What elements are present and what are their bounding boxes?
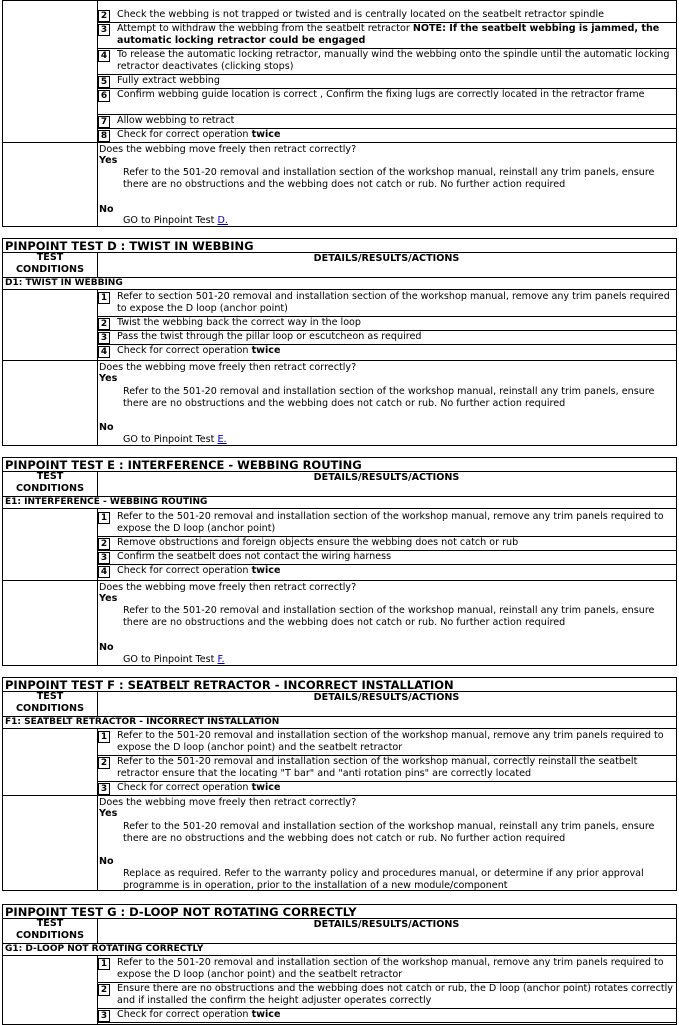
step-text: Check for correct operation twice [117, 782, 281, 793]
step-row [97, 115, 676, 129]
step-number: 1 [98, 958, 110, 970]
step-row [97, 9, 676, 23]
test-c-steps [2, 0, 677, 143]
test-c-result [2, 142, 677, 227]
step-text: Remove obstructions and foreign objects ensure the webbing does not catch or rub [117, 537, 519, 548]
test-f-header [2, 691, 677, 717]
yes-action: Refer to the 501-20 removal and installation section of the workshop manual, reinstall any trim panels, ensure there are no obstructions and the webbing does not catch or rub. No further action required [123, 167, 655, 190]
test-conditions-header: TEST CONDITIONS [3, 691, 98, 716]
step-text: Refer to the 501-20 removal and installation section of the workshop manual, remove any trim panels required to expose the D loop (anchor point) [117, 511, 664, 534]
pinpoint-d-link[interactable]: D. [217, 215, 228, 226]
no-action: Replace as required. Refer to the warranty policy and procedures manual, or determine if any prior approval programme is in operation, prior to the installation of a new module/component [123, 868, 644, 891]
step-row [97, 345, 676, 358]
test-e-subtitle: E1: INTERFERENCE - WEBBING ROUTING [2, 497, 677, 509]
step-text: Refer to the 501-20 removal and installation section of the workshop manual, remove any trim panels required to expose the D loop (anchor point) and the seatbelt retractor [117, 957, 664, 980]
no-action: GO to Pinpoint Test D. [123, 215, 228, 226]
step-text: Fully extract webbing [117, 75, 220, 86]
yes-action: Refer to the 501-20 removal and installation section of the workshop manual, reinstall any trim panels, ensure there are no obstructions and the webbing does not catch or rub. No further action required [123, 605, 655, 628]
step-number: 3 [98, 783, 110, 795]
step-row [97, 1009, 676, 1023]
step-number: 4 [98, 566, 110, 578]
test-conditions-cell [3, 508, 98, 580]
no-action: GO to Pinpoint Test E. [123, 434, 227, 445]
pinpoint-e-link[interactable]: E. [217, 434, 227, 445]
test-d-header [2, 252, 677, 278]
step-number: 2 [98, 10, 110, 22]
test-conditions-cell [3, 1, 98, 142]
step-number: 1 [98, 512, 110, 524]
yes-action: Refer to the 501-20 removal and installation section of the workshop manual, reinstall any trim panels, ensure there are no obstructions and the webbing does not catch or rub. No further action required [123, 386, 655, 409]
step-number: 2 [98, 984, 110, 996]
details-header: DETAILS/RESULTS/ACTIONS [313, 692, 460, 703]
test-conditions-header: TEST CONDITIONS [3, 252, 98, 277]
no-label: No [99, 422, 114, 433]
step-text: Ensure there are no obstructions and the webbing does not catch or rub, the D loop (anchor point) rotates correctly and if installed the confirm the height adjuster operates correctly [117, 983, 673, 1006]
step-row [97, 89, 676, 115]
step-number: 8 [98, 130, 110, 142]
step-row [97, 75, 676, 89]
step-row [97, 331, 676, 345]
step-text: Refer to section 501-20 removal and installation section of the workshop manual, remove any trim panels required to expose the D loop (anchor point) [117, 291, 670, 314]
yes-label: Yes [99, 155, 118, 166]
step-text: Attempt to withdraw the webbing from the seatbelt retractor NOTE: If the seatbelt webbing is jammed, the automatic locking retractor could be engaged [117, 23, 660, 46]
step-text: Twist the webbing back the correct way in the loop [117, 317, 362, 328]
step-row [97, 23, 676, 49]
test-f-subtitle: F1: SEATBELT RETRACTOR - INCORRECT INSTALLATION [2, 717, 677, 729]
test-e-steps [2, 508, 677, 581]
test-f-steps [2, 728, 677, 796]
step-number: 1 [98, 292, 110, 304]
test-e-header [2, 471, 677, 497]
test-conditions-cell [3, 581, 98, 665]
step-text: Check for correct operation twice [117, 1009, 281, 1020]
test-d-title: PINPOINT TEST D : TWIST IN WEBBING [2, 238, 677, 253]
test-conditions-cell [3, 289, 98, 360]
step-number: 3 [98, 1010, 110, 1022]
no-action: GO to Pinpoint Test F. [123, 654, 225, 665]
step-text: Confirm webbing guide location is correct , Confirm the fixing lugs are correctly located in the retractor frame [117, 89, 645, 100]
details-header: DETAILS/RESULTS/ACTIONS [313, 253, 460, 264]
step-row [97, 957, 676, 983]
step-number: 7 [98, 116, 110, 128]
test-e-title: PINPOINT TEST E : INTERFERENCE - WEBBING ROUTING [2, 457, 677, 472]
step-number: 3 [98, 552, 110, 564]
step-row [97, 49, 676, 75]
step-text: Allow webbing to retract [117, 115, 235, 126]
test-conditions-cell [3, 796, 98, 890]
step-text: To release the automatic locking retractor, manually wind the webbing onto the spindle until the automatic locking retractor deactivates (clicking stops) [117, 49, 670, 72]
yes-label: Yes [99, 373, 118, 384]
test-d-subtitle: D1: TWIST IN WEBBING [2, 278, 677, 290]
details-header: DETAILS/RESULTS/ACTIONS [313, 919, 460, 930]
question: Does the webbing move freely then retract correctly? [99, 582, 357, 593]
test-g-subtitle: G1: D-LOOP NOT ROTATING CORRECTLY [2, 944, 677, 956]
no-label: No [99, 642, 114, 653]
step-row [97, 565, 676, 578]
yes-action: Refer to the 501-20 removal and installation section of the workshop manual, reinstall any trim panels, ensure there are no obstructions and the webbing does not catch or rub. No further action required [123, 821, 655, 844]
test-conditions-cell [3, 955, 98, 1024]
step-row [97, 551, 676, 565]
test-f-result [2, 795, 677, 891]
details-header: DETAILS/RESULTS/ACTIONS [313, 472, 460, 483]
step-text: Refer to the 501-20 removal and installation section of the workshop manual, remove any trim panels required to expose the D loop (anchor point) and the seatbelt retractor [117, 730, 664, 753]
step-text: Check for correct operation twice [117, 129, 281, 140]
question: Does the webbing move freely then retract correctly? [99, 797, 357, 808]
step-row [97, 129, 676, 142]
step-text: Check for correct operation twice [117, 565, 281, 576]
step-row [97, 291, 676, 317]
question: Does the webbing move freely then retract correctly? [99, 144, 357, 155]
test-f-title: PINPOINT TEST F : SEATBELT RETRACTOR - INCORRECT INSTALLATION [2, 677, 677, 692]
no-label: No [99, 204, 114, 215]
step-number: 2 [98, 757, 110, 769]
test-d-result [2, 360, 677, 446]
step-number: 3 [98, 24, 110, 36]
step-number: 6 [98, 90, 110, 102]
step-text: Pass the twist through the pillar loop or escutcheon as required [117, 331, 422, 342]
pinpoint-f-link[interactable]: F. [217, 654, 225, 665]
test-e-result [2, 580, 677, 666]
step-row [97, 782, 676, 795]
step-number: 4 [98, 346, 110, 358]
step-text: Confirm the seatbelt does not contact the wiring harness [117, 551, 392, 562]
step-number: 4 [98, 50, 110, 62]
step-row [97, 511, 676, 537]
test-conditions-cell [3, 728, 98, 795]
step-number: 3 [98, 332, 110, 344]
test-g-steps [2, 955, 677, 1025]
test-g-title: PINPOINT TEST G : D-LOOP NOT ROTATING CORRECTLY [2, 904, 677, 919]
test-conditions-header: TEST CONDITIONS [3, 918, 98, 943]
step-number: 2 [98, 318, 110, 330]
step-text: Refer to the 501-20 removal and installation section of the workshop manual, correctly reinstall the seatbelt retractor ensure that the locating "T bar" and "anti rotation pins" are correctly located [117, 756, 638, 779]
step-row [97, 537, 676, 551]
step-number: 2 [98, 538, 110, 550]
test-conditions-cell [3, 361, 98, 445]
step-row [97, 983, 676, 1009]
step-row [97, 756, 676, 782]
test-conditions-cell [3, 143, 98, 226]
test-g-header [2, 918, 677, 944]
test-conditions-header: TEST CONDITIONS [3, 471, 98, 496]
step-row [97, 730, 676, 756]
step-text: Check for correct operation twice [117, 345, 281, 356]
yes-label: Yes [99, 808, 118, 819]
yes-label: Yes [99, 593, 118, 604]
no-label: No [99, 856, 114, 867]
step-number: 5 [98, 76, 110, 88]
test-d-steps [2, 289, 677, 361]
step-number: 1 [98, 731, 110, 743]
question: Does the webbing move freely then retract correctly? [99, 362, 357, 373]
step-row [97, 317, 676, 331]
step-text: Check the webbing is not trapped or twisted and is centrally located on the seatbelt retractor spindle [117, 9, 605, 20]
